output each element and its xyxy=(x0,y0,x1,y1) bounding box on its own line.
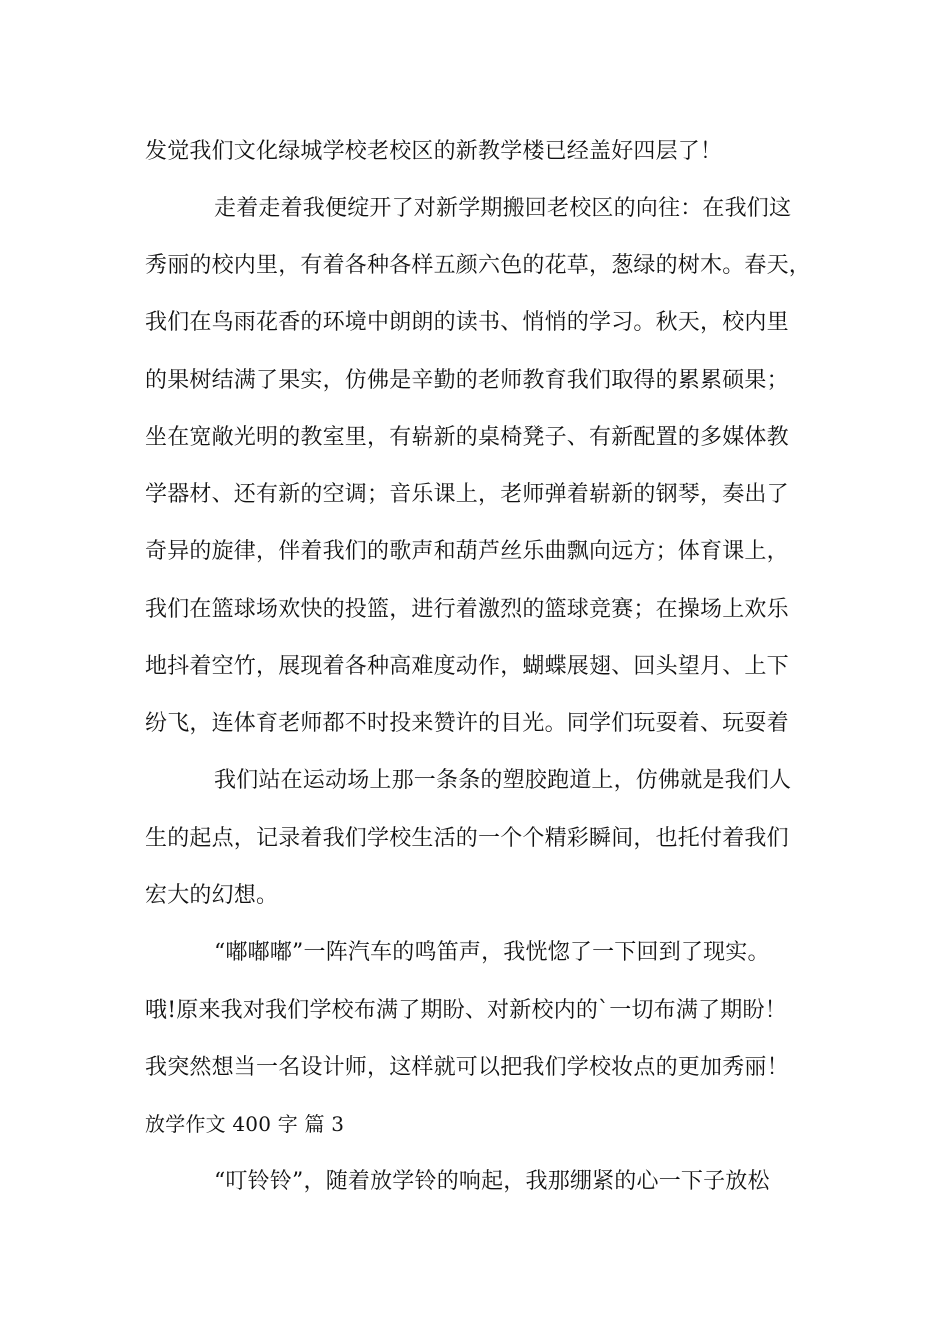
text-line: 秀丽的校内里，有着各种各样五颜六色的花草，葱绿的树木。春天， xyxy=(145,253,812,278)
paragraph-start-line: “嘟嘟嘟”一阵汽车的鸣笛声，我恍惚了一下回到了现实。 xyxy=(214,940,770,965)
text-line: 学器材、还有新的空调；音乐课上，老师弹着崭新的钢琴，奏出了 xyxy=(145,482,789,507)
paragraph-start-line: “叮铃铃”，随着放学铃的响起，我那绷紧的心一下子放松 xyxy=(214,1169,770,1194)
text-line: 发觉我们文化绿城学校老校区的新教学楼已经盖好四层了！ xyxy=(145,139,723,164)
text-line: 的果树结满了果实，仿佛是辛勤的老师教育我们取得的累累硕果； xyxy=(145,368,789,393)
paragraph-start-line: 我们站在运动场上那一条条的塑胶跑道上，仿佛就是我们人 xyxy=(214,768,792,793)
section-heading: 放学作文 400 字 篇 3 xyxy=(145,1112,345,1136)
text-line: 我们在篮球场欢快的投篮，进行着激烈的篮球竞赛；在操场上欢乐 xyxy=(145,597,789,622)
text-line: 哦!原来我对我们学校布满了期盼、对新校内的`一切布满了期盼！ xyxy=(145,998,787,1023)
text-line: 宏大的幻想。 xyxy=(145,883,279,908)
text-line: 坐在宽敞光明的教室里，有崭新的桌椅凳子、有新配置的多媒体教 xyxy=(145,425,789,450)
text-line: 我们在鸟雨花香的环境中朗朗的读书、悄悄的学习。秋天，校内里 xyxy=(145,310,789,335)
paragraph-start-line: 走着走着我便绽开了对新学期搬回老校区的向往：在我们这 xyxy=(214,196,792,221)
text-line: 生的起点，记录着我们学校生活的一个个精彩瞬间，也托付着我们 xyxy=(145,826,789,851)
text-line: 奇异的旋律，伴着我们的歌声和葫芦丝乐曲飘向远方；体育课上， xyxy=(145,539,789,564)
text-line: 我突然想当一名设计师，这样就可以把我们学校妆点的更加秀丽！ xyxy=(145,1055,789,1080)
text-line: 地抖着空竹，展现着各种高难度动作，蝴蝶展翅、回头望月、上下 xyxy=(145,654,789,679)
text-line: 纷飞，连体育老师都不时投来赞许的目光。同学们玩耍着、玩耍着 xyxy=(145,711,789,736)
